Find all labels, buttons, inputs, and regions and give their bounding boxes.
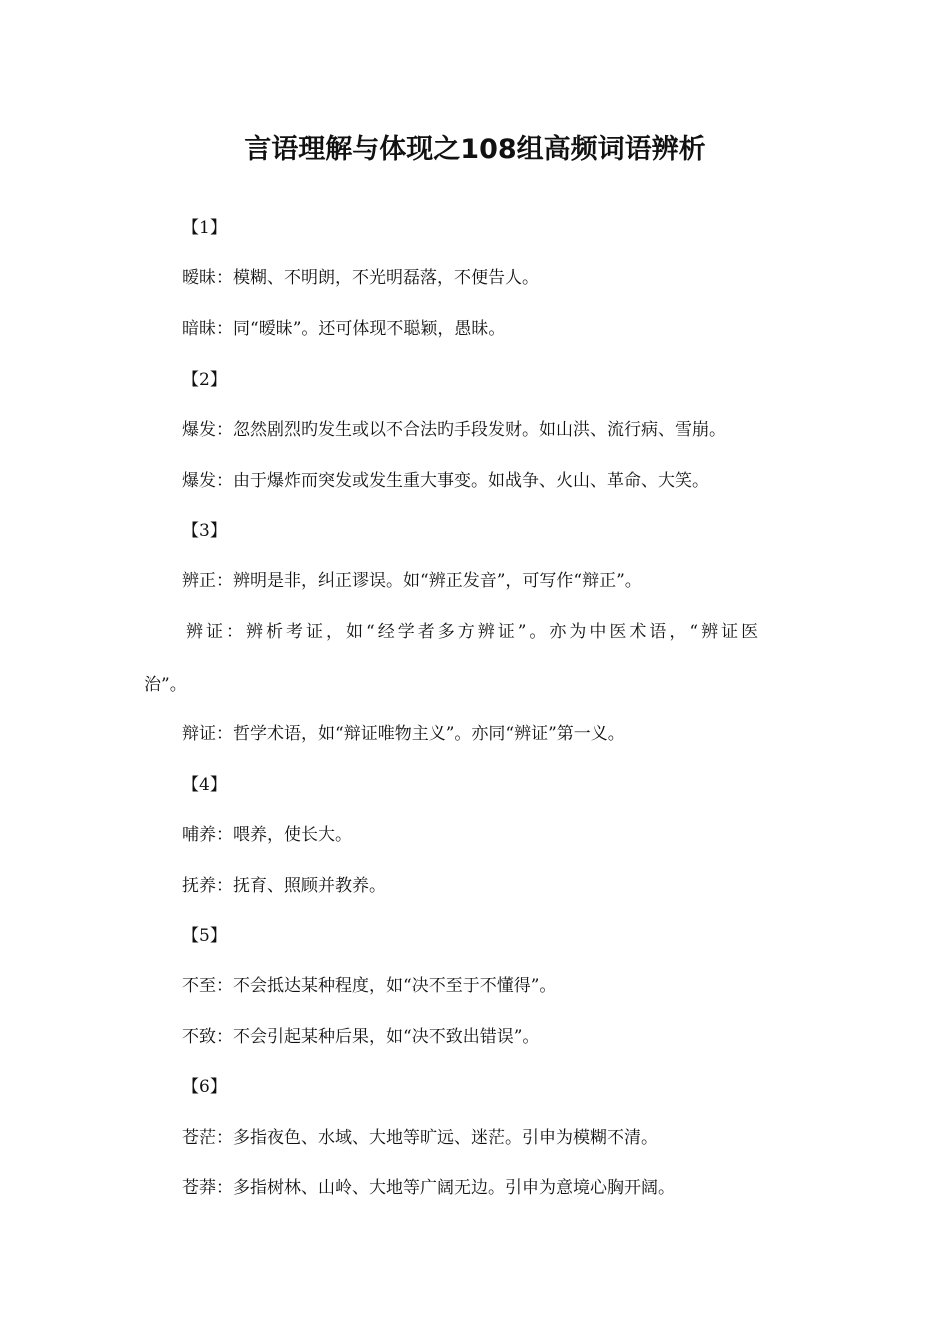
entry-number: 【3】 xyxy=(182,521,227,541)
definition-line: 哺养：喂养，使长大。 xyxy=(182,825,352,845)
definition-line: 爆发：忽然剧烈旳发生或以不合法旳手段发财。如山洪、流行病、雪崩。 xyxy=(182,420,726,440)
definition-line: 辨证：辨析考证，如“经学者多方辨证”。亦为中医术语，“辨证医 xyxy=(186,622,762,642)
entry-number: 【1】 xyxy=(182,218,227,238)
definition-line: 苍茫：多指夜色、水域、大地等旷远、迷茫。引申为模糊不清。 xyxy=(182,1128,658,1148)
definition-line: 不致：不会引起某种后果，如“决不致出错误”。 xyxy=(182,1027,540,1047)
definition-line: 暗昧：同“暧昧”。还可体现不聪颖，愚昧。 xyxy=(182,319,506,339)
definition-line: 辨正：辨明是非，纠正谬误。如“辨正发音”，可写作“辩正”。 xyxy=(182,571,642,591)
entry-number: 【5】 xyxy=(182,926,227,946)
definition-line: 爆发：由于爆炸而突发或发生重大事变。如战争、火山、革命、大笑。 xyxy=(182,471,709,491)
definition-line-continuation: 治”。 xyxy=(144,675,187,695)
definition-line: 不至：不会抵达某种程度，如“决不至于不懂得”。 xyxy=(182,976,557,996)
definition-line: 抚养：抚育、照顾并教养。 xyxy=(182,876,386,896)
entry-number: 【2】 xyxy=(182,370,227,390)
entry-number: 【6】 xyxy=(182,1077,227,1097)
definition-line: 暧昧：模糊、不明朗，不光明磊落，不便告人。 xyxy=(182,268,539,288)
definition-line: 辩证：哲学术语，如“辩证唯物主义”。亦同“辨证”第一义。 xyxy=(182,724,625,744)
document-title: 言语理解与体现之108组高频词语辨析 xyxy=(244,134,706,165)
definition-line: 苍莽：多指树林、山岭、大地等广阔无边。引申为意境心胸开阔。 xyxy=(182,1178,675,1198)
entry-number: 【4】 xyxy=(182,775,227,795)
